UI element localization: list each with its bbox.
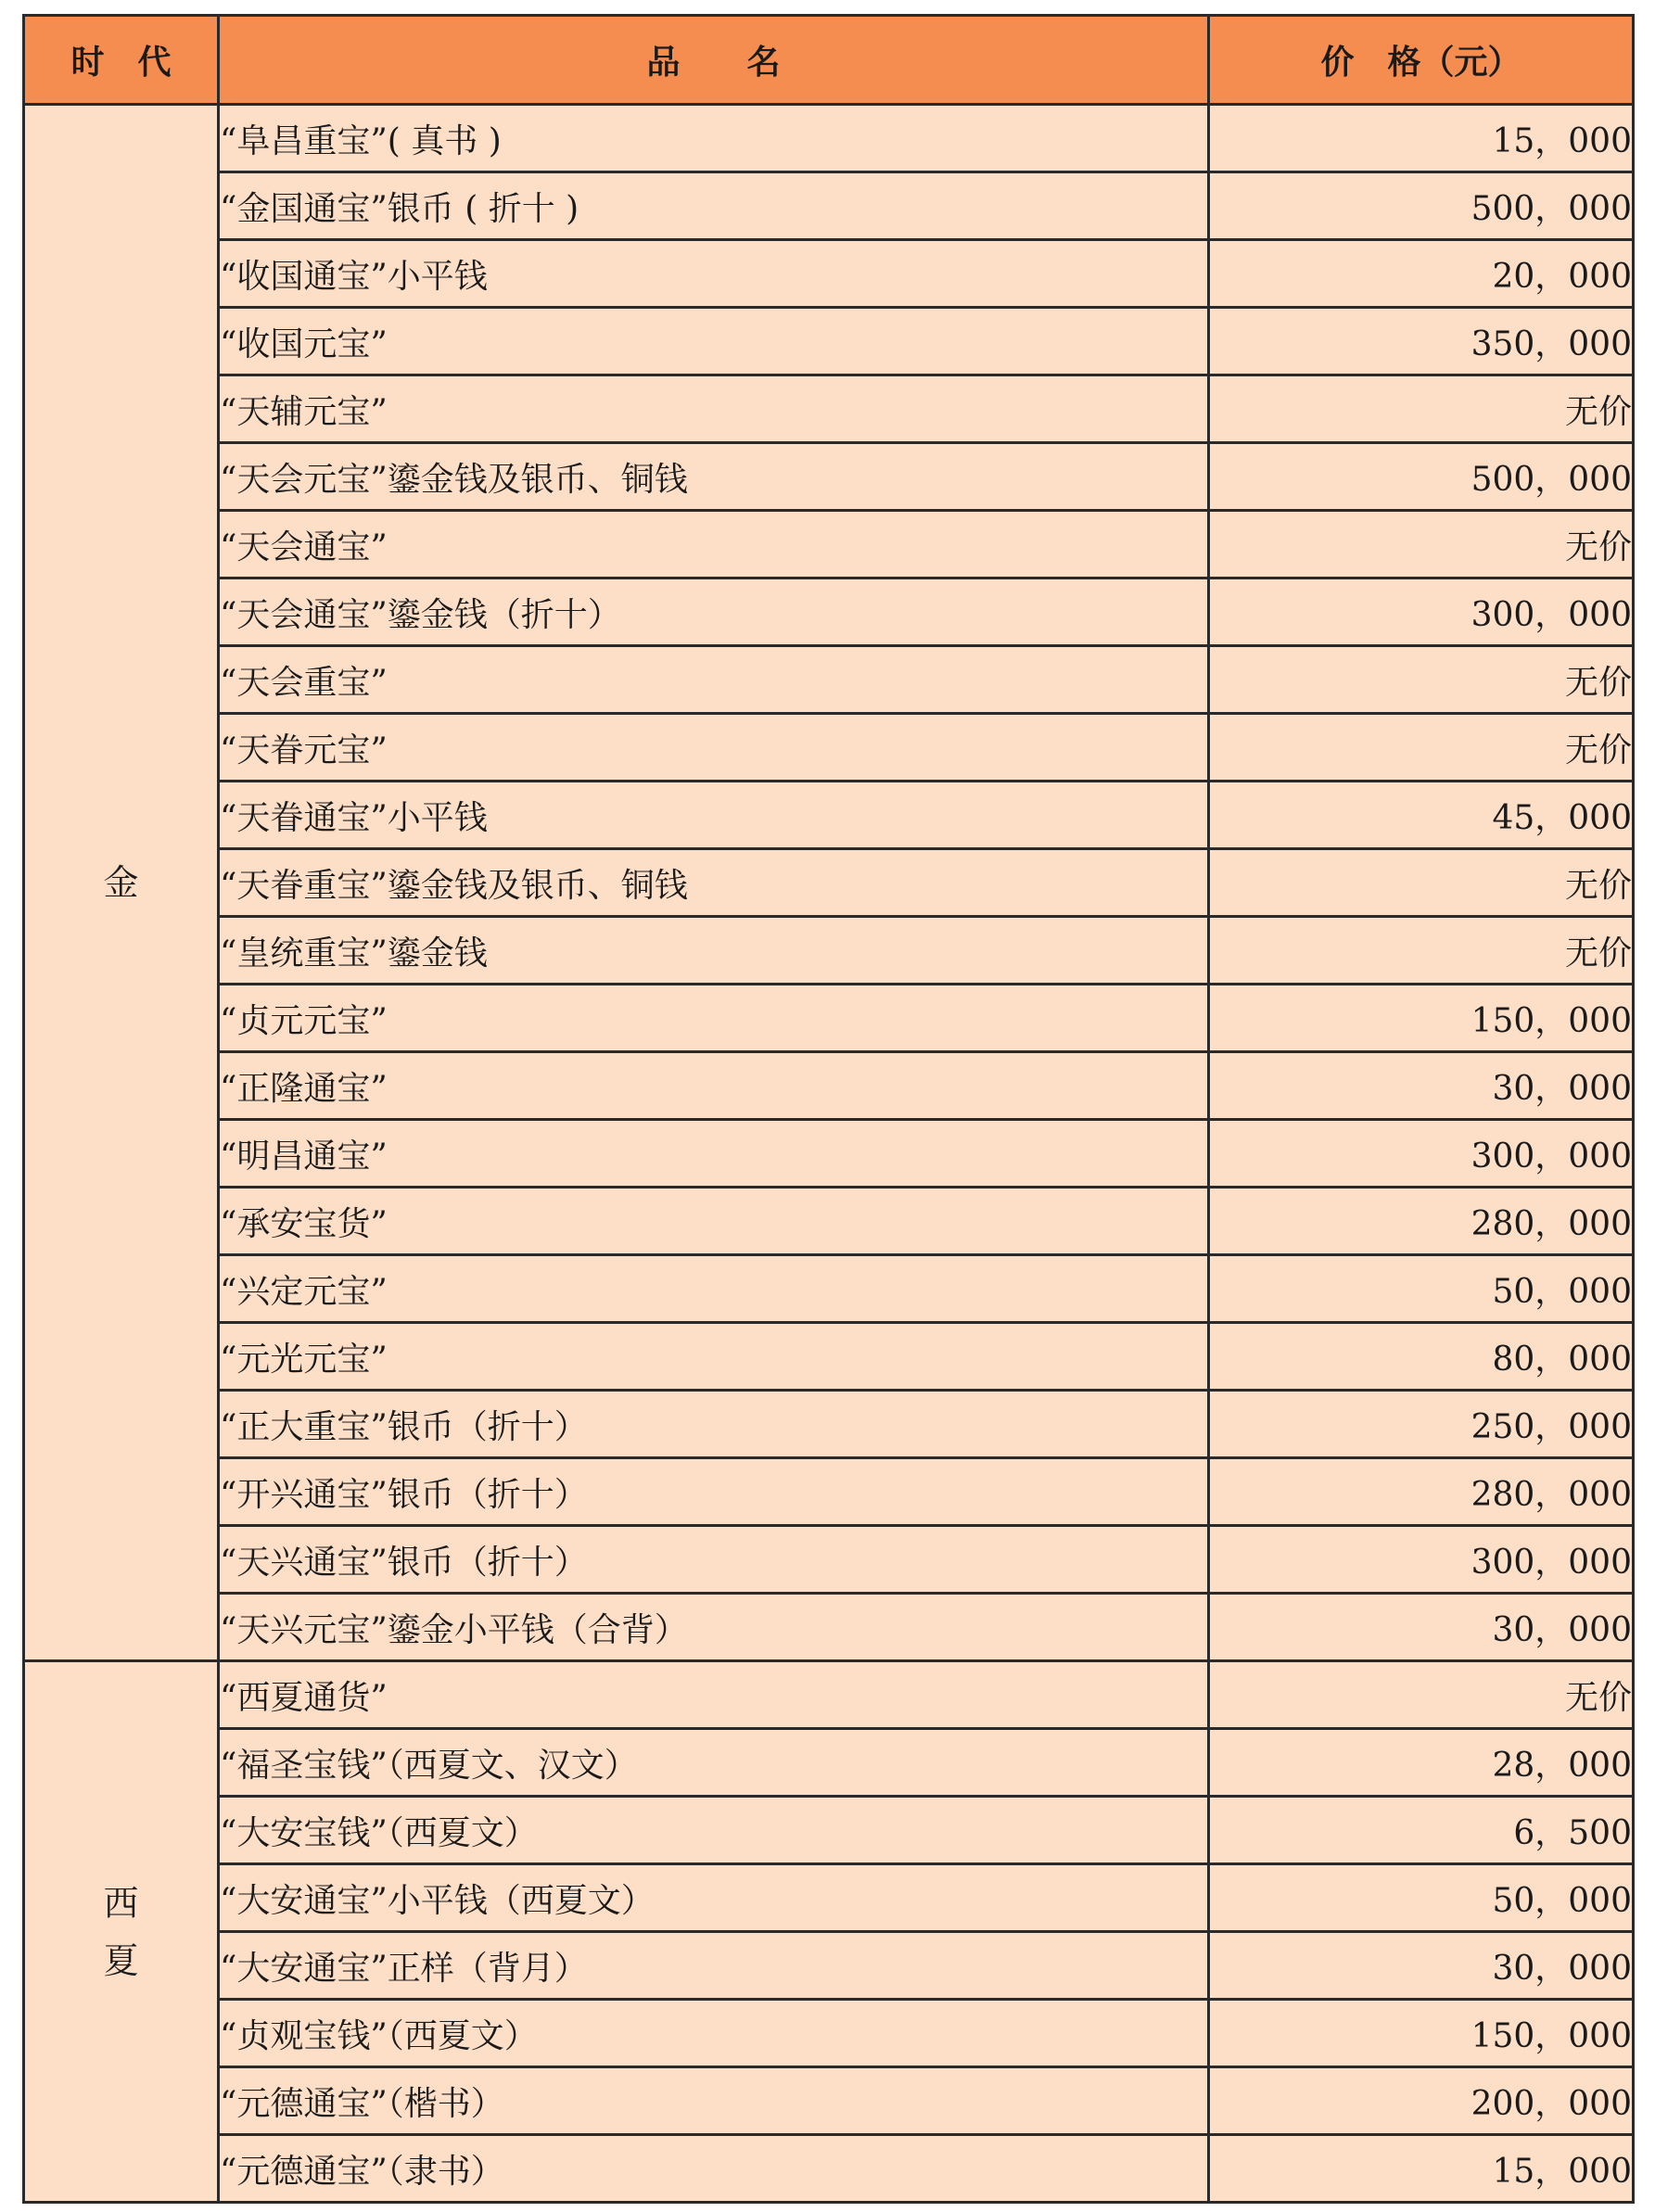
era-label: 西 夏 bbox=[103, 1882, 139, 1981]
item-name: “开兴通宝”银币（折十） bbox=[219, 1458, 1209, 1526]
item-name: “皇统重宝”鎏金钱 bbox=[219, 917, 1209, 985]
table-row bbox=[24, 105, 1634, 172]
item-price: 30，000 bbox=[1209, 1052, 1634, 1120]
table-row bbox=[24, 1458, 1634, 1526]
era-cell bbox=[24, 105, 219, 1661]
table-row bbox=[24, 2135, 1634, 2203]
item-name: “天会通宝”鎏金钱（折十） bbox=[219, 578, 1209, 646]
item-name: “天眷重宝”鎏金钱及银币、铜钱 bbox=[219, 849, 1209, 917]
item-price: 6，500 bbox=[1209, 1797, 1634, 1864]
item-name: “天会元宝”鎏金钱及银币、铜钱 bbox=[219, 443, 1209, 511]
table-row bbox=[24, 2000, 1634, 2067]
item-price: 30，000 bbox=[1209, 1594, 1634, 1661]
item-name: “西夏通货” bbox=[219, 1661, 1209, 1729]
table-row bbox=[24, 2067, 1634, 2135]
item-price: 50，000 bbox=[1209, 1255, 1634, 1323]
era-cell bbox=[24, 1661, 219, 2203]
item-price: 无价 bbox=[1209, 375, 1634, 443]
table-row bbox=[24, 1729, 1634, 1797]
item-price: 50，000 bbox=[1209, 1864, 1634, 1932]
table-row bbox=[24, 172, 1634, 240]
item-price: 15，000 bbox=[1209, 105, 1634, 172]
item-price: 500，000 bbox=[1209, 443, 1634, 511]
item-name: “大安宝钱”（西夏文） bbox=[219, 1797, 1209, 1864]
table-row bbox=[24, 443, 1634, 511]
item-name: “贞观宝钱”（西夏文） bbox=[219, 2000, 1209, 2067]
table-row bbox=[24, 1120, 1634, 1188]
item-price: 28，000 bbox=[1209, 1729, 1634, 1797]
header-era: 时 代 bbox=[24, 16, 219, 105]
item-name: “大安通宝”小平钱（西夏文） bbox=[219, 1864, 1209, 1932]
coin-price-table bbox=[22, 14, 1635, 2204]
table-row bbox=[24, 1052, 1634, 1120]
item-price: 150，000 bbox=[1209, 985, 1634, 1052]
header-price: 价 格（元） bbox=[1209, 16, 1634, 105]
item-name: “收国通宝”小平钱 bbox=[219, 240, 1209, 308]
table-row bbox=[24, 646, 1634, 714]
item-name: “天辅元宝” bbox=[219, 375, 1209, 443]
item-name: “天眷元宝” bbox=[219, 714, 1209, 782]
item-price: 200，000 bbox=[1209, 2067, 1634, 2135]
item-price: 250，000 bbox=[1209, 1391, 1634, 1458]
table-row bbox=[24, 308, 1634, 375]
table-row bbox=[24, 1323, 1634, 1391]
item-name: “天兴通宝”银币（折十） bbox=[219, 1526, 1209, 1594]
item-name: “天眷通宝”小平钱 bbox=[219, 782, 1209, 849]
item-name: “元光元宝” bbox=[219, 1323, 1209, 1391]
item-price: 500，000 bbox=[1209, 172, 1634, 240]
table-row bbox=[24, 1255, 1634, 1323]
item-price: 无价 bbox=[1209, 1661, 1634, 1729]
item-name: “承安宝货” bbox=[219, 1188, 1209, 1255]
table-row bbox=[24, 240, 1634, 308]
item-price: 300，000 bbox=[1209, 1526, 1634, 1594]
item-name: “元德通宝”（楷书） bbox=[219, 2067, 1209, 2135]
table-row bbox=[24, 714, 1634, 782]
item-name: “兴定元宝” bbox=[219, 1255, 1209, 1323]
item-price: 无价 bbox=[1209, 511, 1634, 578]
item-price: 300，000 bbox=[1209, 578, 1634, 646]
item-price: 300，000 bbox=[1209, 1120, 1634, 1188]
item-name: “收国元宝” bbox=[219, 308, 1209, 375]
table-row bbox=[24, 985, 1634, 1052]
table-row bbox=[24, 578, 1634, 646]
era-label: 金 bbox=[103, 862, 139, 903]
item-name: “正大重宝”银币（折十） bbox=[219, 1391, 1209, 1458]
item-price: 45，000 bbox=[1209, 782, 1634, 849]
item-price: 无价 bbox=[1209, 646, 1634, 714]
item-price: 无价 bbox=[1209, 714, 1634, 782]
item-name: “正隆通宝” bbox=[219, 1052, 1209, 1120]
table-row bbox=[24, 1864, 1634, 1932]
item-name: “阜昌重宝”( 真书 ) bbox=[219, 105, 1209, 172]
item-price: 无价 bbox=[1209, 849, 1634, 917]
item-price: 15，000 bbox=[1209, 2135, 1634, 2203]
table-row bbox=[24, 1391, 1634, 1458]
item-name: “贞元元宝” bbox=[219, 985, 1209, 1052]
item-price: 150，000 bbox=[1209, 2000, 1634, 2067]
table-row bbox=[24, 1661, 1634, 1729]
item-name: “天兴元宝”鎏金小平钱（合背） bbox=[219, 1594, 1209, 1661]
table-row bbox=[24, 375, 1634, 443]
table-row bbox=[24, 511, 1634, 578]
table-row bbox=[24, 1594, 1634, 1661]
table-row bbox=[24, 1797, 1634, 1864]
item-price: 20，000 bbox=[1209, 240, 1634, 308]
item-name: “明昌通宝” bbox=[219, 1120, 1209, 1188]
item-name: “福圣宝钱”（西夏文、汉文） bbox=[219, 1729, 1209, 1797]
table-body bbox=[24, 105, 1634, 2203]
table-row bbox=[24, 782, 1634, 849]
table-row bbox=[24, 1188, 1634, 1255]
item-name: “天会通宝” bbox=[219, 511, 1209, 578]
item-name: “大安通宝”正样（背月） bbox=[219, 1932, 1209, 2000]
table-row bbox=[24, 917, 1634, 985]
item-name: “金国通宝”银币 ( 折十 ) bbox=[219, 172, 1209, 240]
header-row bbox=[24, 16, 1634, 105]
item-name: “天会重宝” bbox=[219, 646, 1209, 714]
item-price: 80，000 bbox=[1209, 1323, 1634, 1391]
table-row bbox=[24, 1526, 1634, 1594]
item-price: 无价 bbox=[1209, 917, 1634, 985]
item-price: 350，000 bbox=[1209, 308, 1634, 375]
item-name: “元德通宝”（隶书） bbox=[219, 2135, 1209, 2203]
table-row bbox=[24, 849, 1634, 917]
header-name: 品 名 bbox=[219, 16, 1209, 105]
item-price: 280，000 bbox=[1209, 1188, 1634, 1255]
item-price: 30，000 bbox=[1209, 1932, 1634, 2000]
item-price: 280，000 bbox=[1209, 1458, 1634, 1526]
table-row bbox=[24, 1932, 1634, 2000]
